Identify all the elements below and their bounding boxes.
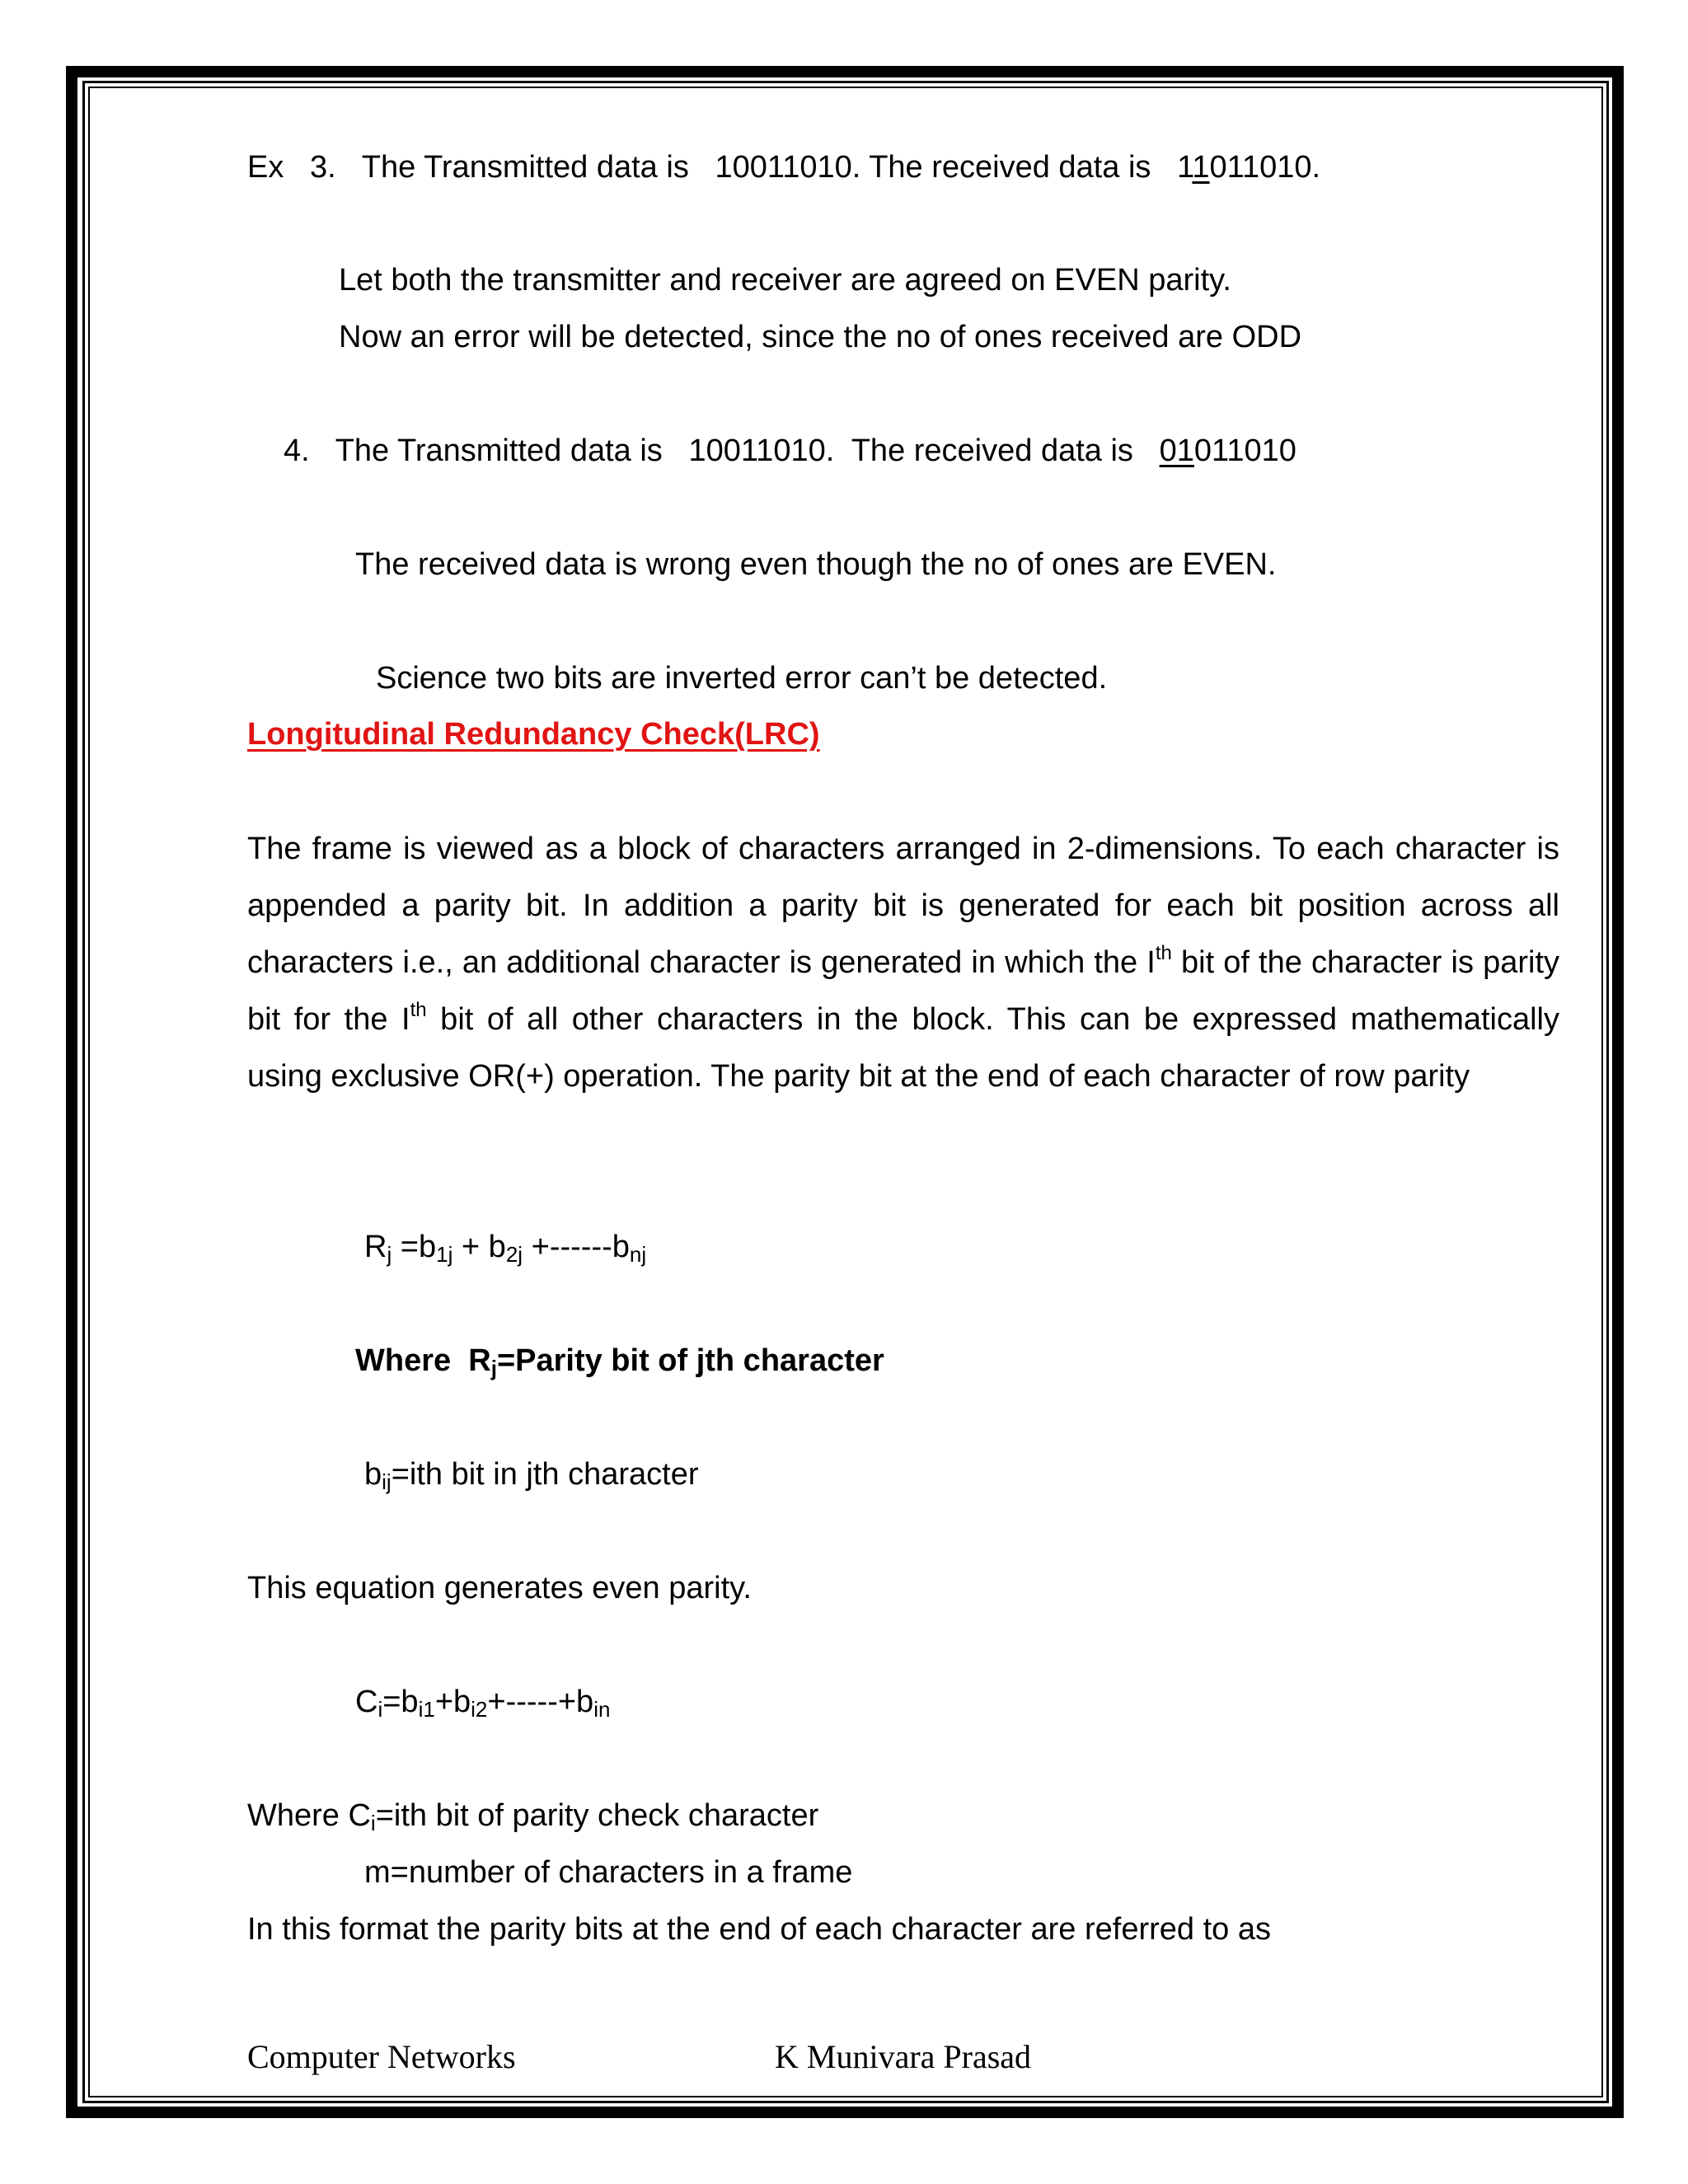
eq-subscript: i2 [471, 1697, 488, 1722]
example-3-note-1: Let both the transmitter and receiver are agreed on EVEN parity. [339, 263, 1231, 298]
example-4-line [284, 432, 1296, 470]
transmitted-data: 10011010. [688, 434, 835, 468]
superscript-th: th [410, 999, 427, 1021]
eq-subscript: 1j [436, 1242, 453, 1267]
eq-subscript: nj [629, 1242, 647, 1267]
eq-term: +------b [523, 1230, 630, 1264]
def-subscript: i [370, 1811, 376, 1835]
example-3-line [247, 148, 1320, 186]
received-label: The received data is [851, 434, 1133, 468]
def-text: Where R [355, 1343, 491, 1378]
example-4-note-1: The received data is wrong even though the no of ones are EVEN. [355, 547, 1277, 582]
lrc-paragraph-part-3: bit of all other characters in the block. This can be expressed mathematically using exclusive OR(+) operation. The parity bit at the end of each character of row parity [247, 1002, 1559, 1094]
eq-term: =b [392, 1230, 437, 1264]
column-parity-equation [355, 1683, 610, 1721]
m-definition: m=number of characters in a frame [364, 1855, 853, 1890]
transmitted-label: The Transmitted data is [361, 150, 689, 185]
transmitted-data: 10011010. [715, 150, 861, 185]
lrc-paragraph-part-1: The frame is viewed as a block of characters arranged in 2-dimensions. To each character is appended a parity bit. In addition a parity bit is generated for each bit position across all characters i.e., an additional character is generated in which the I [247, 832, 1559, 980]
footer-course-title: Computer Networks [247, 2038, 516, 2075]
lrc-heading: Longitudinal Redundancy Check(LRC) [247, 717, 820, 752]
where-rj-definition [355, 1342, 884, 1380]
eq-term: +-----+b [487, 1685, 594, 1719]
received-data-suffix: 011010. [1209, 150, 1321, 185]
lrc-paragraph [247, 821, 1559, 1105]
def-text: =ith bit in jth character [391, 1457, 699, 1492]
def-text: =ith bit of parity check character [375, 1798, 819, 1833]
row-parity-equation [364, 1228, 646, 1266]
eq-term: + b [452, 1230, 506, 1264]
final-line: In this format the parity bits at the end of each character are referred to as [247, 1912, 1271, 1947]
eq-symbol: C [355, 1685, 378, 1719]
eq-subscript: i [377, 1697, 383, 1722]
example-4-note-2: Science two bits are inverted error can’t be detected. [376, 661, 1108, 696]
eq-symbol: R [364, 1230, 387, 1264]
example-number: 3. [310, 150, 336, 185]
received-data-suffix: 011010 [1193, 434, 1296, 468]
eq-subscript: j [387, 1242, 392, 1267]
bij-definition [364, 1455, 699, 1493]
def-text: Where C [247, 1798, 371, 1833]
footer-author: K Munivara Prasad [775, 2038, 1032, 2075]
superscript-th: th [1155, 942, 1172, 964]
def-text: =Parity bit of jth character [496, 1343, 884, 1378]
received-flipped-bits: 01 [1159, 434, 1194, 468]
eq-term: +b [434, 1685, 471, 1719]
eq-term: =b [382, 1685, 419, 1719]
where-ci-definition [247, 1797, 818, 1835]
even-parity-note: This equation generates even parity. [247, 1571, 752, 1605]
received-data-prefix: 1 [1177, 150, 1193, 185]
example-number: 4. [284, 434, 310, 468]
eq-subscript: 2j [505, 1242, 523, 1267]
def-subscript: j [490, 1356, 497, 1380]
def-subscript: ij [382, 1469, 392, 1494]
transmitted-label: The Transmitted data is [335, 434, 663, 468]
eq-subscript: in [593, 1697, 611, 1722]
eq-subscript: i1 [418, 1697, 435, 1722]
received-flipped-bit: 1 [1192, 150, 1210, 185]
def-text: b [364, 1457, 382, 1492]
example-label: Ex [247, 150, 284, 185]
example-3-note-2: Now an error will be detected, since the no of ones received are ODD [339, 320, 1302, 354]
lrc-paragraph-part-2: bit of the character is parity bit for the I [247, 945, 1559, 1037]
received-label: The received data is [869, 150, 1151, 185]
